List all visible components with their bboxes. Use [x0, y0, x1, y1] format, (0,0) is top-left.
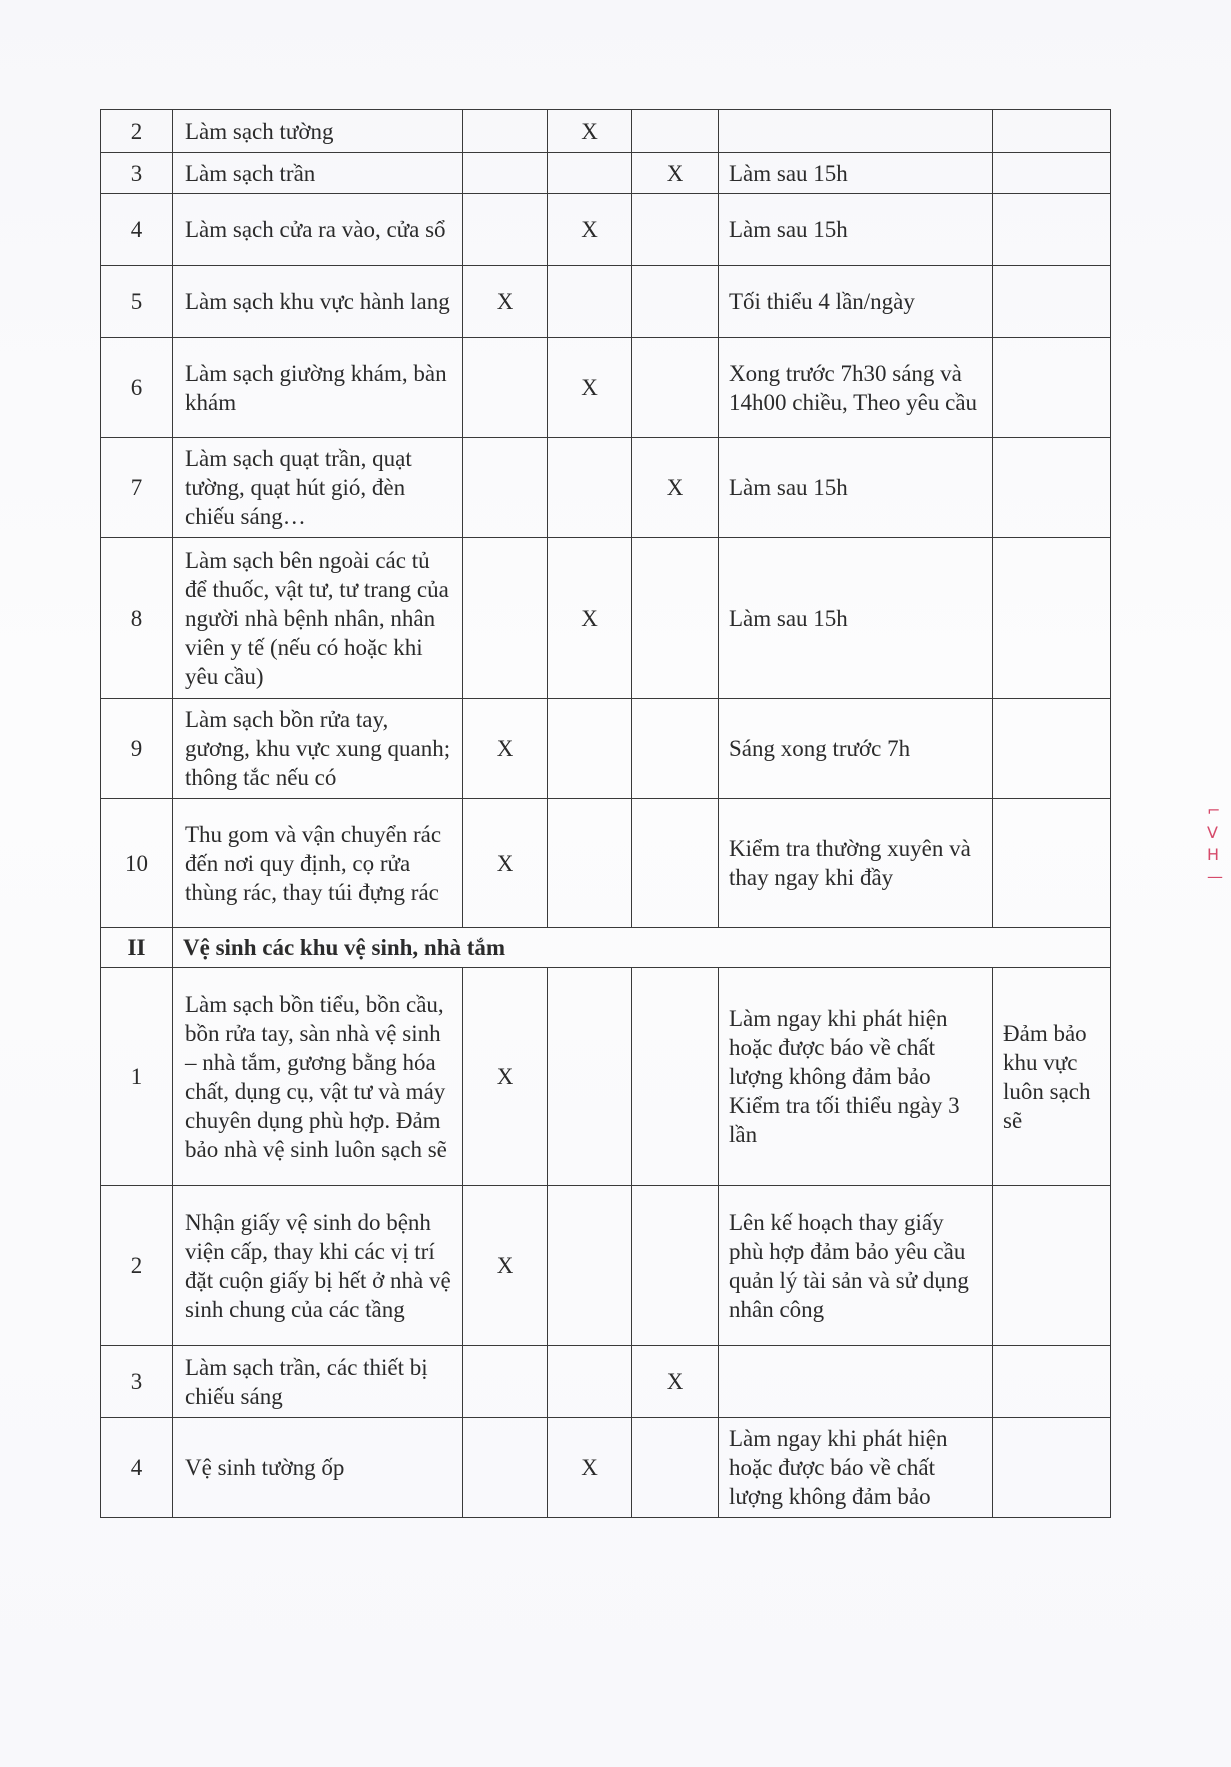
- frequency-mark-col1: [463, 538, 548, 699]
- row-number: 7: [101, 438, 173, 538]
- section-title: Vệ sinh các khu vệ sinh, nhà tắm: [173, 928, 1111, 968]
- frequency-mark-col3: [632, 1186, 719, 1346]
- frequency-mark-col2: [548, 153, 632, 194]
- schedule-note: Kiểm tra thường xuyên và thay ngay khi đầy: [719, 799, 993, 928]
- frequency-mark-col3: X: [632, 438, 719, 538]
- task-description: Làm sạch trần, các thiết bị chiếu sáng: [173, 1346, 463, 1418]
- section-header-row: [101, 928, 1111, 968]
- frequency-mark-col3: X: [632, 153, 719, 194]
- schedule-note: Sáng xong trước 7h: [719, 699, 993, 799]
- frequency-mark-col1: [463, 153, 548, 194]
- remark: [993, 538, 1111, 699]
- frequency-mark-col3: [632, 194, 719, 266]
- row-number: 8: [101, 538, 173, 699]
- remark: [993, 194, 1111, 266]
- table-row: [101, 438, 1111, 538]
- frequency-mark-col1: [463, 1418, 548, 1518]
- section-number: II: [101, 928, 173, 968]
- frequency-mark-col1: [463, 110, 548, 153]
- frequency-mark-col1: X: [463, 699, 548, 799]
- remark: [993, 1346, 1111, 1418]
- frequency-mark-col1: X: [463, 968, 548, 1186]
- task-description: Làm sạch bồn tiểu, bồn cầu, bồn rửa tay, sàn nhà vệ sinh – nhà tắm, gương bằng hóa chất, dụng cụ, vật tư và máy chuyên dụng phù hợp. Đảm bảo nhà vệ sinh luôn sạch sẽ: [173, 968, 463, 1186]
- task-description: Làm sạch cửa ra vào, cửa sổ: [173, 194, 463, 266]
- frequency-mark-col1: [463, 438, 548, 538]
- row-number: 1: [101, 968, 173, 1186]
- remark: Đảm bảo khu vực luôn sạch sẽ: [993, 968, 1111, 1186]
- row-number: 4: [101, 1418, 173, 1518]
- frequency-mark-col3: [632, 1418, 719, 1518]
- remark: [993, 153, 1111, 194]
- row-number: 9: [101, 699, 173, 799]
- schedule-note: [719, 1346, 993, 1418]
- frequency-mark-col3: [632, 699, 719, 799]
- frequency-mark-col3: [632, 266, 719, 338]
- frequency-mark-col2: [548, 438, 632, 538]
- schedule-note: [719, 110, 993, 153]
- frequency-mark-col3: [632, 799, 719, 928]
- task-description: Thu gom và vận chuyển rác đến nơi quy định, cọ rửa thùng rác, thay túi đựng rác: [173, 799, 463, 928]
- table-row: [101, 338, 1111, 438]
- table-row: [101, 194, 1111, 266]
- remark: [993, 1418, 1111, 1518]
- task-description: Làm sạch khu vực hành lang: [173, 266, 463, 338]
- remark: [993, 338, 1111, 438]
- task-description: Làm sạch bồn rửa tay, gương, khu vực xung quanh; thông tắc nếu có: [173, 699, 463, 799]
- row-number: 4: [101, 194, 173, 266]
- table-row: [101, 799, 1111, 928]
- frequency-mark-col1: X: [463, 799, 548, 928]
- frequency-mark-col3: [632, 538, 719, 699]
- table-row: [101, 1418, 1111, 1518]
- table-row: [101, 266, 1111, 338]
- task-description: Làm sạch tường: [173, 110, 463, 153]
- remark: [993, 110, 1111, 153]
- row-number: 10: [101, 799, 173, 928]
- frequency-mark-col3: [632, 968, 719, 1186]
- row-number: 3: [101, 153, 173, 194]
- schedule-note: Lên kế hoạch thay giấy phù hợp đảm bảo yêu cầu quản lý tài sản và sử dụng nhân công: [719, 1186, 993, 1346]
- frequency-mark-col3: [632, 338, 719, 438]
- row-number: 6: [101, 338, 173, 438]
- row-number: 5: [101, 266, 173, 338]
- frequency-mark-col1: X: [463, 1186, 548, 1346]
- table-row: [101, 538, 1111, 699]
- frequency-mark-col2: X: [548, 538, 632, 699]
- schedule-note: Tối thiểu 4 lần/ngày: [719, 266, 993, 338]
- remark: [993, 266, 1111, 338]
- row-number: 2: [101, 110, 173, 153]
- remark: [993, 1186, 1111, 1346]
- frequency-mark-col2: [548, 1346, 632, 1418]
- remark: [993, 799, 1111, 928]
- frequency-mark-col2: [548, 1186, 632, 1346]
- task-description: Vệ sinh tường ốp: [173, 1418, 463, 1518]
- frequency-mark-col1: [463, 1346, 548, 1418]
- task-description: Làm sạch trần: [173, 153, 463, 194]
- remark: [993, 438, 1111, 538]
- task-description: Làm sạch bên ngoài các tủ để thuốc, vật tư, tư trang của người nhà bệnh nhân, nhân viên y tế (nếu có hoặc khi yêu cầu): [173, 538, 463, 699]
- frequency-mark-col3: X: [632, 1346, 719, 1418]
- frequency-mark-col2: X: [548, 338, 632, 438]
- frequency-mark-col1: [463, 338, 548, 438]
- frequency-mark-col1: X: [463, 266, 548, 338]
- table-row: [101, 699, 1111, 799]
- schedule-note: Làm sau 15h: [719, 538, 993, 699]
- table-row: [101, 968, 1111, 1186]
- row-number: 2: [101, 1186, 173, 1346]
- schedule-note: Xong trước 7h30 sáng và 14h00 chiều, Theo yêu cầu: [719, 338, 993, 438]
- frequency-mark-col2: [548, 968, 632, 1186]
- schedule-note: Làm ngay khi phát hiện hoặc được báo về chất lượng không đảm bảo Kiểm tra tối thiểu ngày 3 lần: [719, 968, 993, 1186]
- table-row: [101, 1346, 1111, 1418]
- table-row: [101, 110, 1111, 153]
- schedule-note: Làm ngay khi phát hiện hoặc được báo về chất lượng không đảm bảo: [719, 1418, 993, 1518]
- cleaning-schedule-table: [100, 109, 1111, 1518]
- task-description: Làm sạch quạt trần, quạt tường, quạt hút gió, đèn chiếu sáng…: [173, 438, 463, 538]
- frequency-mark-col2: X: [548, 1418, 632, 1518]
- task-description: Làm sạch giường khám, bàn khám: [173, 338, 463, 438]
- margin-red-marks: ⌐ V H —: [1207, 801, 1223, 886]
- row-number: 3: [101, 1346, 173, 1418]
- frequency-mark-col2: [548, 699, 632, 799]
- frequency-mark-col2: [548, 799, 632, 928]
- schedule-note: Làm sau 15h: [719, 438, 993, 538]
- frequency-mark-col2: X: [548, 110, 632, 153]
- frequency-mark-col3: [632, 110, 719, 153]
- task-description: Nhận giấy vệ sinh do bệnh viện cấp, thay khi các vị trí đặt cuộn giấy bị hết ở nhà vệ sinh chung của các tầng: [173, 1186, 463, 1346]
- schedule-note: Làm sau 15h: [719, 194, 993, 266]
- frequency-mark-col1: [463, 194, 548, 266]
- frequency-mark-col2: X: [548, 194, 632, 266]
- frequency-mark-col2: [548, 266, 632, 338]
- schedule-note: Làm sau 15h: [719, 153, 993, 194]
- table-row: [101, 1186, 1111, 1346]
- table-row: [101, 153, 1111, 194]
- remark: [993, 699, 1111, 799]
